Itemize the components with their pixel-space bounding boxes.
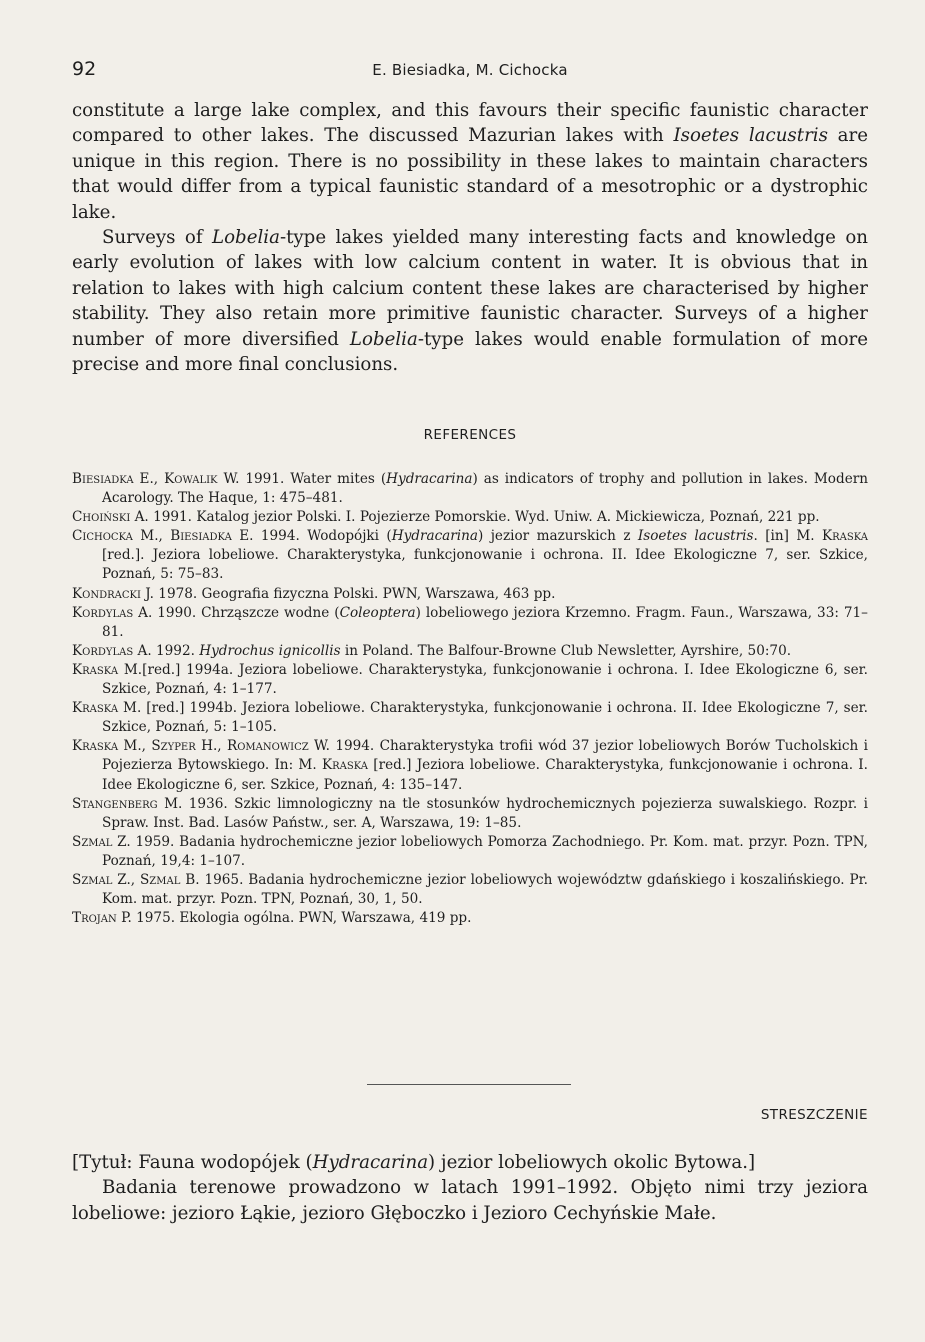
summary-title: [Tytuł: Fauna wodopójek (Hydracarina) jezior lobeliowych okolic Bytowa.] <box>72 1152 756 1173</box>
reference-author: Kraska M. <box>72 661 143 678</box>
section-divider <box>367 1084 571 1085</box>
reference-item: Kondracki J. 1978. Geografia fizyczna Polski. PWN, Warszawa, 463 pp. <box>72 585 556 602</box>
reference-item: Kraska M., Szyper H., Romanowicz W. 1994. Charakterystyka trofii wód 37 jezior lobeliowych Borów Tucholskich i Pojezierza Bytowskiego. In: M. Kraska [red.] Jeziora lobeliowe. Charakterystyka, funkcjonowanie i ochrona. I. Idee Ekologiczne 6, ser. Szkice, Poznań, 4: 135–147. <box>72 738 868 793</box>
streszczenie-heading: STRESZCZENIE <box>760 1107 868 1123</box>
reference-item: Stangenberg M. 1936. Szkic limnologiczny na tle stosunków hydrochemicznych pojezierza suwalskiego. Rozpr. i Spraw. Inst. Bad. Lasów Państw., ser. A, Warszawa, 19: 1–85. <box>72 795 868 831</box>
reference-author: Szmal Z., Szmal B. <box>72 871 200 888</box>
running-head-authors: E. Biesiadka, M. Cichocka <box>372 61 568 79</box>
references-heading: REFERENCES <box>423 427 517 443</box>
taxon-name: Lobelia <box>349 328 418 350</box>
references-list <box>72 470 868 928</box>
reference-author: Choiński A. <box>72 509 149 526</box>
reference-item: Kordylas A. 1990. Chrząszcze wodne (Coleoptera) lobeliowego jeziora Krzemno. Fragm. Faun., Warszawa, 33: 71–81. <box>72 604 868 640</box>
page-header <box>72 58 868 84</box>
polish-summary <box>72 1150 868 1226</box>
reference-author: Biesiadka E., Kowalik W. <box>72 471 240 487</box>
reference-author: Kordylas A. <box>72 604 153 621</box>
reference-author: Kondracki J. <box>72 585 154 602</box>
reference-item: Kraska M. [red.] 1994b. Jeziora lobeliowe. Charakterystyka, funkcjonowanie i ochrona. II. Idee Ekologiczne 7, ser. Szkice, Poznań, 5: 1–105. <box>72 700 869 736</box>
reference-item: Trojan P. 1975. Ekologia ogólna. PWN, Warszawa, 419 pp. <box>72 910 472 927</box>
page-number: 92 <box>72 58 97 80</box>
reference-author: Kraska M., Szyper H., Romanowicz W. <box>72 738 330 755</box>
reference-author: Kraska M. <box>72 700 142 717</box>
reference-author: Szmal Z. <box>72 833 131 850</box>
reference-item: Kordylas A. 1992. Hydrochus ignicollis in Poland. The Balfour-Browne Club Newsletter, Ayrshire, 50:70. <box>72 642 792 659</box>
reference-item: Choiński A. 1991. Katalog jezior Polski. I. Pojezierze Pomorskie. Wyd. Uniw. A. Mickiewicza, Poznań, 221 pp. <box>72 509 820 526</box>
reference-item: Cichocka M., Biesiadka E. 1994. Wodopójki (Hydracarina) jezior mazurskich z Isoetes lacustris. [in] M. Kraska [red.]. Jeziora lobeliowe. Charakterystyka, funkcjonowanie i ochrona. II. Idee Ekologiczne 7, ser. Szkice, Poznań, 5: 75–83. <box>72 528 869 583</box>
paragraph-1: constitute a large lake complex, and this favours their specific faunistic character compared to other lakes. The discussed Mazurian lakes with Isoetes lacustris are unique in this region. There is no possibility in these lakes to maintain characters that would differ from a typical faunistic standard of a mesotrophic or a dystrophic lake. <box>72 100 868 223</box>
paragraph-2: Surveys of Lobelia-type lakes yielded many interesting facts and knowledge on early evolution of lakes with low calcium content in water. It is obvious that in relation to lakes with high calcium content these lakes are characterised by higher stability. They also retain more primitive faunistic character. Surveys of a higher number of more diversified Lobelia-type lakes would enable formulation of more precise and more final conclusions. <box>72 227 868 376</box>
taxon-name: Isoetes lacustris <box>673 125 828 147</box>
taxon-name: Lobelia <box>212 227 280 249</box>
reference-item: Szmal Z. 1959. Badania hydrochemiczne jezior lobeliowych Pomorza Zachodniego. Pr. Kom. mat. przyr. Pozn. TPN, Poznań, 19,4: 1–107. <box>72 833 868 869</box>
summary-paragraph: Badania terenowe prowadzono w latach 1991–1992. Objęto nimi trzy jeziora lobeliowe: jezioro Łąkie, jezioro Głęboczko i Jezioro Cechyńskie Małe. <box>72 1177 868 1224</box>
reference-author: Cichocka M., Biesiadka E. <box>72 528 254 545</box>
reference-item: Szmal Z., Szmal B. 1965. Badania hydrochemiczne jezior lobeliowych województw gdańskiego i koszalińskiego. Pr. Kom. mat. przyr. Pozn. TPN, Poznań, 30, 1, 50. <box>72 871 868 908</box>
reference-item: Kraska M.[red.] 1994a. Jeziora lobeliowe. Charakterystyka, funkcjonowanie i ochrona. I. Idee Ekologiczne 6, ser. Szkice, Poznań, 4: 1–177. <box>72 661 868 698</box>
reference-author: Trojan P. <box>72 910 132 927</box>
reference-author: Kordylas A. <box>72 642 152 659</box>
main-body-text <box>72 98 868 377</box>
reference-author: Stangenberg M. <box>72 795 183 812</box>
reference-item: Biesiadka E., Kowalik W. 1991. Water mites (Hydracarina) as indicators of trophy and pollution in lakes. Modern Acarology. The Haque, 1: 475–481. <box>72 471 868 507</box>
